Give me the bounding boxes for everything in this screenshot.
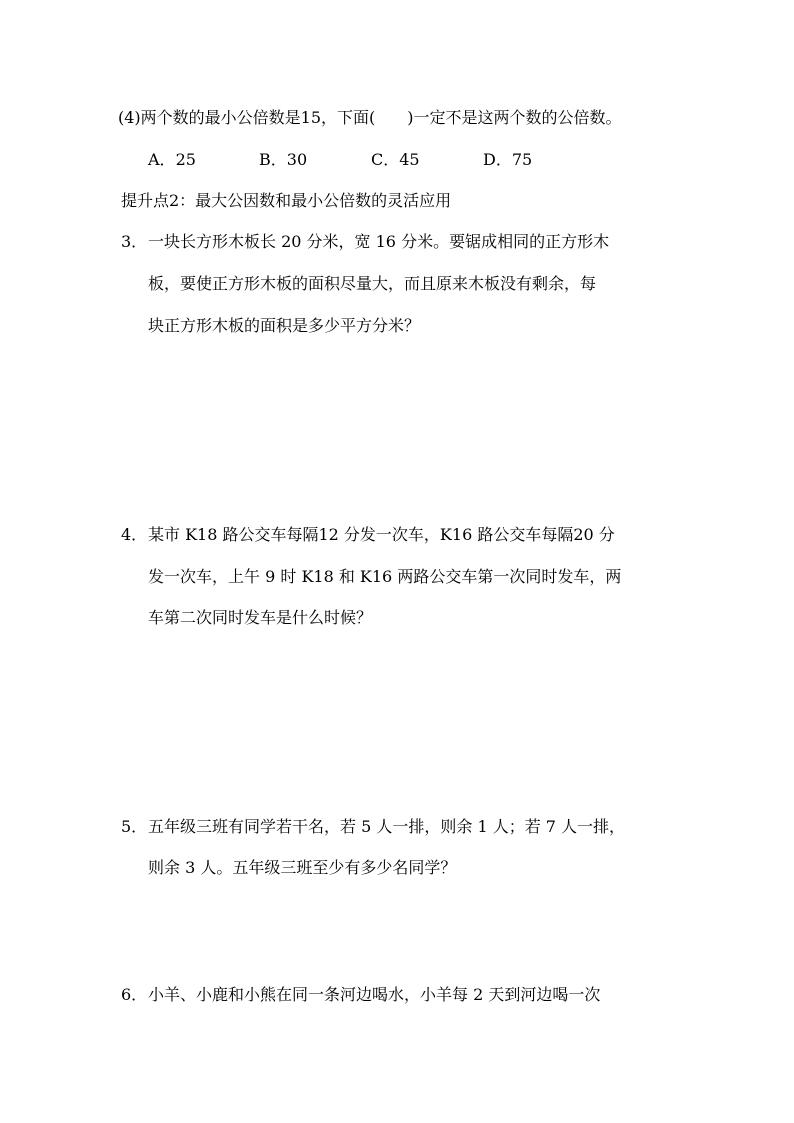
option-c-label: C． [371, 150, 400, 169]
problem-3-line-1: 一块长方形木板长 20 分米，宽 16 分米。要锯成相同的正方形木 [148, 232, 610, 251]
section-heading: 提升点2：最大公因数和最小公倍数的灵活应用 [121, 191, 452, 210]
problem-3-number: 3． [121, 232, 148, 251]
problem-4-number: 4． [121, 525, 148, 544]
problem-5-number: 5． [121, 817, 148, 836]
option-b-value: 30 [286, 150, 308, 169]
problem-4-line-1: 某市 K18 路公交车每隔12 分发一次车，K16 路公交车每隔20 分 [148, 525, 615, 544]
option-a [148, 150, 196, 170]
option-c-value: 45 [399, 150, 420, 169]
problem-5-line-2: 则余 3 人。五年级三班至少有多少名同学？ [148, 858, 457, 877]
option-d-label: D． [483, 150, 512, 169]
problem-4-line-2: 发一次车，上午 9 时 K18 和 K16 两路公交车第一次同时发车，两 [148, 567, 622, 586]
option-a-value: 25 [175, 150, 196, 169]
problem-3-line-3: 块正方形木板的面积是多少平方分米？ [148, 316, 421, 335]
option-d-value: 75 [511, 150, 533, 169]
option-a-label: A． [148, 150, 176, 169]
problem-4-line-3: 车第二次同时发车是什么时候？ [148, 608, 373, 627]
option-d [483, 150, 532, 170]
question-4-stem: (4)两个数的最小公倍数是15，下面( )一定不是这两个数的公倍数。 [118, 108, 622, 127]
problem-5-line-1: 五年级三班有同学若干名，若 5 人一排，则余 1 人；若 7 人一排， [148, 817, 626, 836]
problem-6-number: 6． [121, 985, 148, 1004]
option-b-label: B． [259, 150, 287, 169]
option-c [371, 150, 420, 170]
problem-6-line-1: 小羊、小鹿和小熊在同一条河边喝水，小羊每 2 天到河边喝一次 [148, 985, 601, 1004]
problem-3-line-2: 板，要使正方形木板的面积尽量大，而且原来木板没有剩余，每 [148, 274, 597, 293]
option-b [259, 150, 307, 170]
